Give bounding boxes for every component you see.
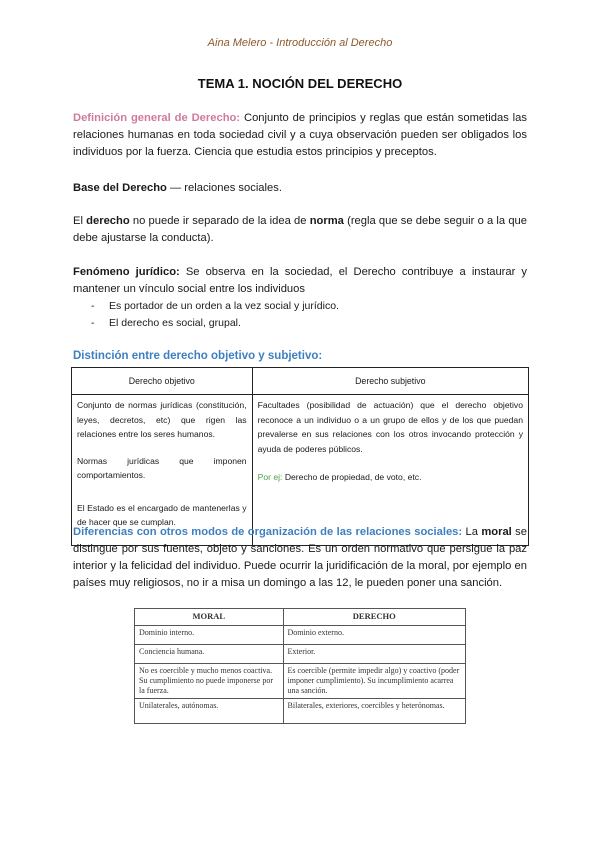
table-cell: Dominio externo.: [283, 626, 465, 645]
table-header-cell: Derecho subjetivo: [252, 368, 528, 395]
table-cell: No es coercible y mucho menos coactiva. Su cumplimiento no puede imponerse por la fuerza.: [135, 664, 284, 699]
definicion-paragraph: [73, 110, 527, 161]
fenomeno-text: Se observa en la sociedad, el Derecho contribuye a instaurar y mantener un vínculo social entre los individuos: [73, 266, 528, 295]
table-cell: Dominio interno.: [135, 626, 284, 645]
objetivo-text-1: Conjunto de normas jurídicas (constitución, leyes, decretos, etc) que rigen las relaciones entre los seres humanos.: [77, 400, 247, 439]
table-header-row: [72, 368, 529, 395]
table-header-cell: MORAL: [135, 609, 284, 626]
page-title: TEMA 1. NOCIÓN DEL DERECHO: [197, 76, 403, 91]
moral-bold: moral: [481, 526, 512, 538]
derecho-norma-text-2: no puede ir separado de la idea de: [129, 215, 310, 227]
table-cell: Bilaterales, exteriores, coercibles y heterónomas.: [283, 699, 465, 724]
table-header-cell: DERECHO: [283, 609, 465, 626]
base-bold: Base del Derecho: [73, 182, 167, 194]
fenomeno-list: [73, 298, 527, 332]
table-header-cell: Derecho objetivo: [72, 368, 253, 395]
diferencias-text-1: La: [462, 526, 482, 538]
diferencias-text-2: se distingue por sus fuentes, objeto y sanciones. Es un orden normativo que persigue la paz interior y la felicidad del individuo. Puede ocurrir la juridificación de la moral, por ejemplo en países muy religiosos, no ir a misa un domingo a las 12, le pueden poner una sanción.: [73, 526, 527, 589]
list-item: - Es portador de un orden a la vez social y jurídico.: [91, 298, 527, 315]
derecho-bold: derecho: [86, 215, 130, 227]
table-header-row: [135, 609, 466, 626]
ejemplo-text: Derecho de propiedad, de voto, etc.: [282, 472, 422, 482]
fenomeno-paragraph: [73, 264, 527, 332]
objetivo-text-3: El Estado es el encargado de mantenerlas y de hacer que se cumplan.: [77, 502, 247, 527]
table-row: [135, 699, 466, 724]
base-paragraph: [73, 180, 527, 197]
objetivo-cell: [72, 395, 253, 546]
table-row: [135, 645, 466, 664]
derecho-norma-text-3: (regla que se debe seguir o a la que debe ajustarse la conducta).: [73, 215, 528, 244]
table-cell: Es coercible (permite impedir algo) y coactivo (poder imponer cumplimiento). Su incumplimiento acarrea una sanción.: [283, 664, 465, 699]
fenomeno-label: Fenómeno jurídico:: [73, 266, 180, 278]
ejemplo-line: [258, 470, 523, 485]
diferencias-label: Diferencias con otros modos de organización de las relaciones sociales:: [73, 526, 463, 538]
derecho-norma-paragraph: [73, 213, 527, 247]
objetivo-text-2: Normas jurídicas que imponen comportamientos.: [77, 455, 247, 480]
table-cell: Conciencia humana.: [135, 645, 284, 664]
norma-bold: norma: [309, 215, 344, 227]
subjetivo-text: Facultades (posibilidad de actuación) que el derecho objetivo reconoce a un individuo o a un grupo de ellos y de los que puedan prevalerse en sus relaciones con los otros invocando protección y ayuda de poderes públicos.: [257, 400, 523, 454]
ejemplo-label: Por ej:: [257, 472, 283, 482]
definicion-text: Conjunto de principios y reglas que están sometidas las relaciones humanas en toda sociedad civil y a cuya observación pueden ser obligados los individuos por la fuerza. Ciencia que estudia estos principios y preceptos.: [73, 112, 527, 158]
table-row: [135, 626, 466, 645]
table-row: [72, 395, 529, 546]
table-cell: Unilaterales, autónomas.: [135, 699, 284, 724]
table-cell: Exterior.: [283, 645, 465, 664]
distincion-heading: Distinción entre derecho objetivo y subjetivo:: [73, 350, 323, 362]
definicion-label: Definición general de Derecho:: [73, 112, 241, 124]
table-row: [135, 664, 466, 699]
page-header: Aina Melero - Introducción al Derecho: [207, 37, 393, 49]
derecho-norma-text-1: El: [73, 215, 87, 227]
objetivo-subjetivo-table: [71, 367, 529, 546]
moral-derecho-table: [134, 608, 466, 724]
base-text: — relaciones sociales.: [166, 182, 282, 194]
diferencias-paragraph: [73, 524, 527, 592]
subjetivo-cell: [252, 395, 528, 546]
list-item: - El derecho es social, grupal.: [91, 315, 527, 332]
